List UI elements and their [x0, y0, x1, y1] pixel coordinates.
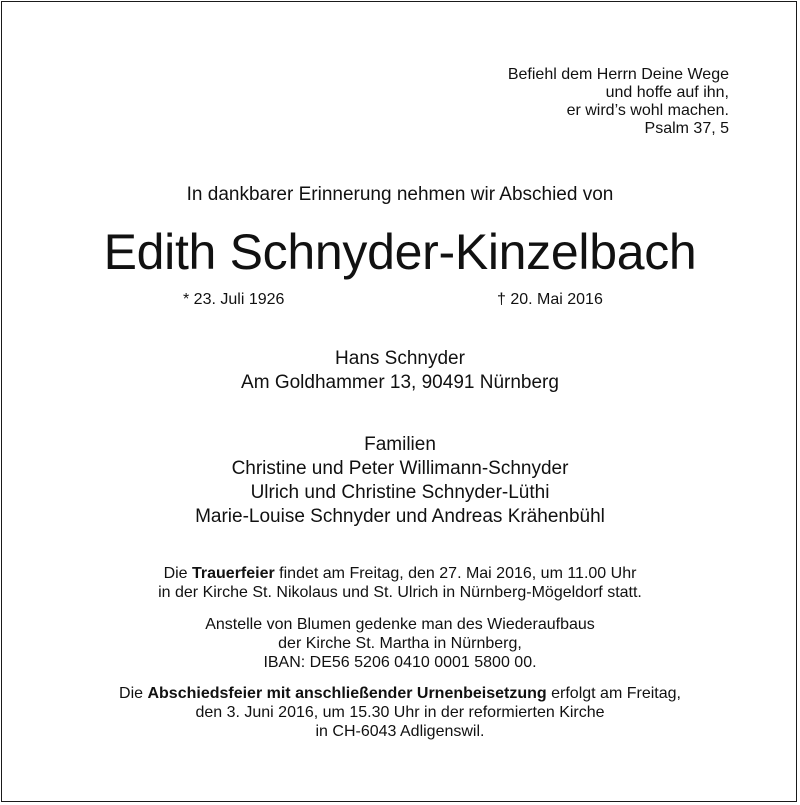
intro-text: In dankbarer Erinnerung nehmen wir Abschied von [186, 184, 614, 205]
donation-line: Anstelle von Blumen gedenke man des Wiederaufbaus [205, 616, 595, 633]
family-line: Marie-Louise Schnyder und Andreas Krähenbühl [195, 506, 605, 527]
donation-iban: IBAN: DE56 5206 0410 0001 5800 00. [263, 654, 537, 671]
burial-info [0, 684, 800, 741]
verse-line: Befiehl dem Herrn Deine Wege [507, 66, 729, 83]
families-block [0, 433, 800, 529]
burial-line-1: Die Abschiedsfeier mit anschließender Urnenbeisetzung erfolgt am Freitag, [119, 685, 681, 702]
contact-address: Am Goldhammer 13, 90491 Nürnberg [241, 372, 559, 393]
ceremony-info [0, 564, 800, 602]
birth-date: * 23. Juli 1926 [183, 291, 285, 308]
verse-reference: Psalm 37, 5 [644, 120, 729, 137]
death-date: † 20. Mai 2016 [497, 291, 603, 308]
donation-line: der Kirche St. Martha in Nürnberg, [278, 635, 522, 652]
families-heading: Familien [364, 434, 436, 455]
family-line: Ulrich und Christine Schnyder-Lüthi [250, 482, 550, 503]
deceased-name: Edith Schnyder-Kinzelbach [103, 224, 697, 280]
verse-line: er wird’s wohl machen. [566, 102, 729, 119]
burial-line-3: in CH-6043 Adligenswil. [315, 723, 485, 740]
ceremony-bold: Trauerfeier [192, 565, 275, 582]
contact-block [0, 347, 800, 395]
family-line: Christine und Peter Willimann-Schnyder [231, 458, 569, 479]
ceremony-line-1: Die Trauerfeier findet am Freitag, den 27. Mai 2016, um 11.00 Uhr [163, 565, 637, 582]
psalm-verse [508, 66, 729, 138]
contact-name: Hans Schnyder [335, 348, 465, 369]
verse-line: und hoffe auf ihn, [605, 84, 729, 101]
ceremony-line-2: in der Kirche St. Nikolaus und St. Ulrich in Nürnberg-Mögeldorf statt. [158, 584, 642, 601]
burial-bold: Abschiedsfeier mit anschließender Urnenbeisetzung [147, 685, 547, 702]
burial-line-2: den 3. Juni 2016, um 15.30 Uhr in der reformierten Kirche [195, 704, 605, 721]
donation-info [0, 615, 800, 672]
